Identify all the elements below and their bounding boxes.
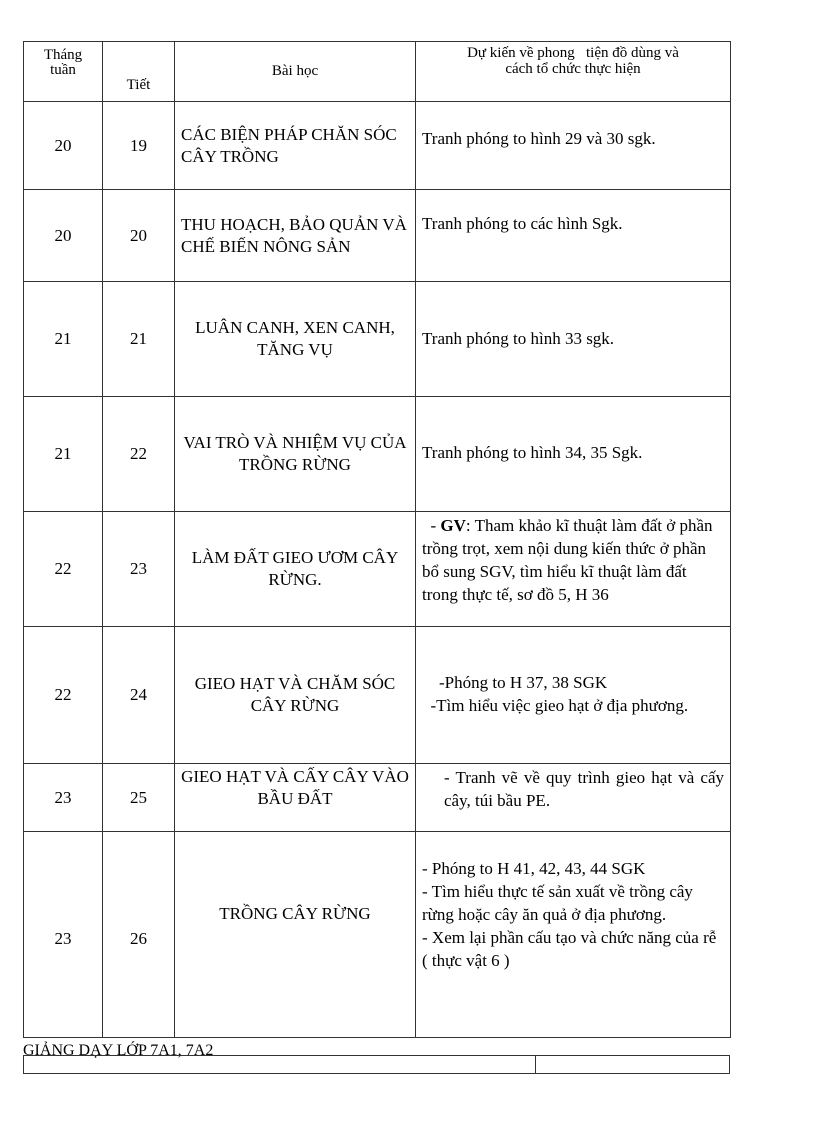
period-cell: 21 [103,282,175,397]
table-row [24,512,731,627]
gv-prefix: GV [440,516,466,535]
table-row [24,190,731,282]
resources-cell: Tranh phóng to các hình Sgk. [416,190,731,282]
lesson-cell: GIEO HẠT VÀ CẤY CÂY VÀO BẦU ĐẤT [175,764,416,832]
period-cell: 26 [103,832,175,1038]
resources-cell: Tranh phóng to hình 29 và 30 sgk. [416,102,731,190]
week-cell: 23 [24,764,103,832]
table-row [24,282,731,397]
lesson-cell: GIEO HẠT VÀ CHĂM SÓC CÂY RỪNG [175,627,416,764]
week-cell: 20 [24,190,103,282]
lesson-cell: LUÂN CANH, XEN CANH, TĂNG VỤ [175,282,416,397]
lesson-cell: VAI TRÒ VÀ NHIỆM VỤ CỦA TRỒNG RỪNG [175,397,416,512]
lesson-cell: CÁC BIỆN PHÁP CHĂN SÓC CÂY TRỒNG [175,102,416,190]
period-cell: 20 [103,190,175,282]
footer-teaching-classes: GIẢNG DẠY LỚP 7A1, 7A2 [23,1042,214,1059]
week-cell: 23 [24,832,103,1038]
header-period: Tiết [103,42,175,102]
resources-cell: -Phóng to H 37, 38 SGK -Tìm hiểu việc gieo hạt ở địa phương. [416,627,731,764]
resources-cell: - Tranh vẽ về quy trình gieo hạt và cấy cây, túi bầu PE. [416,764,731,832]
table-row [24,102,731,190]
resources-cell: - GV: Tham khảo kĩ thuật làm đất ở phần trồng trọt, xem nội dung kiến thức ở phần bổ sung SGV, tìm hiểu kĩ thuật làm đất trong thực tế, sơ đồ 5, H 36 [416,512,731,627]
period-cell: 23 [103,512,175,627]
lesson-cell: TRỒNG CÂY RỪNG [175,832,416,1038]
header-resources: Dự kiến về phong tiện đồ dùng và cách tổ chức thực hiện [416,42,731,102]
footer-box [23,1055,730,1074]
header-row [24,42,731,102]
table-row [24,832,731,1038]
header-lesson: Bài học [175,42,416,102]
week-cell: 22 [24,627,103,764]
footer-divider [535,1056,536,1073]
week-cell: 21 [24,282,103,397]
period-cell: 24 [103,627,175,764]
period-cell: 22 [103,397,175,512]
resources-cell: Tranh phóng to hình 34, 35 Sgk. [416,397,731,512]
week-cell: 22 [24,512,103,627]
week-cell: 21 [24,397,103,512]
resources-cell: - Phóng to H 41, 42, 43, 44 SGK - Tìm hiểu thực tế sản xuất về trồng cây rừng hoặc cây ăn quả ở địa phương. - Xem lại phần cấu tạo và chức năng của rễ ( thực vật 6 ) [416,832,731,1038]
lesson-cell: THU HOẠCH, BẢO QUẢN VÀ CHẾ BIẾN NÔNG SẢN [175,190,416,282]
table-row [24,627,731,764]
table-row [24,397,731,512]
week-cell: 20 [24,102,103,190]
lesson-cell: LÀM ĐẤT GIEO ƯƠM CÂY RỪNG. [175,512,416,627]
resources-cell: Tranh phóng to hình 33 sgk. [416,282,731,397]
period-cell: 25 [103,764,175,832]
period-cell: 19 [103,102,175,190]
table-row [24,764,731,832]
lesson-plan-table [23,41,731,1038]
header-week: Tháng tuần [24,42,103,102]
